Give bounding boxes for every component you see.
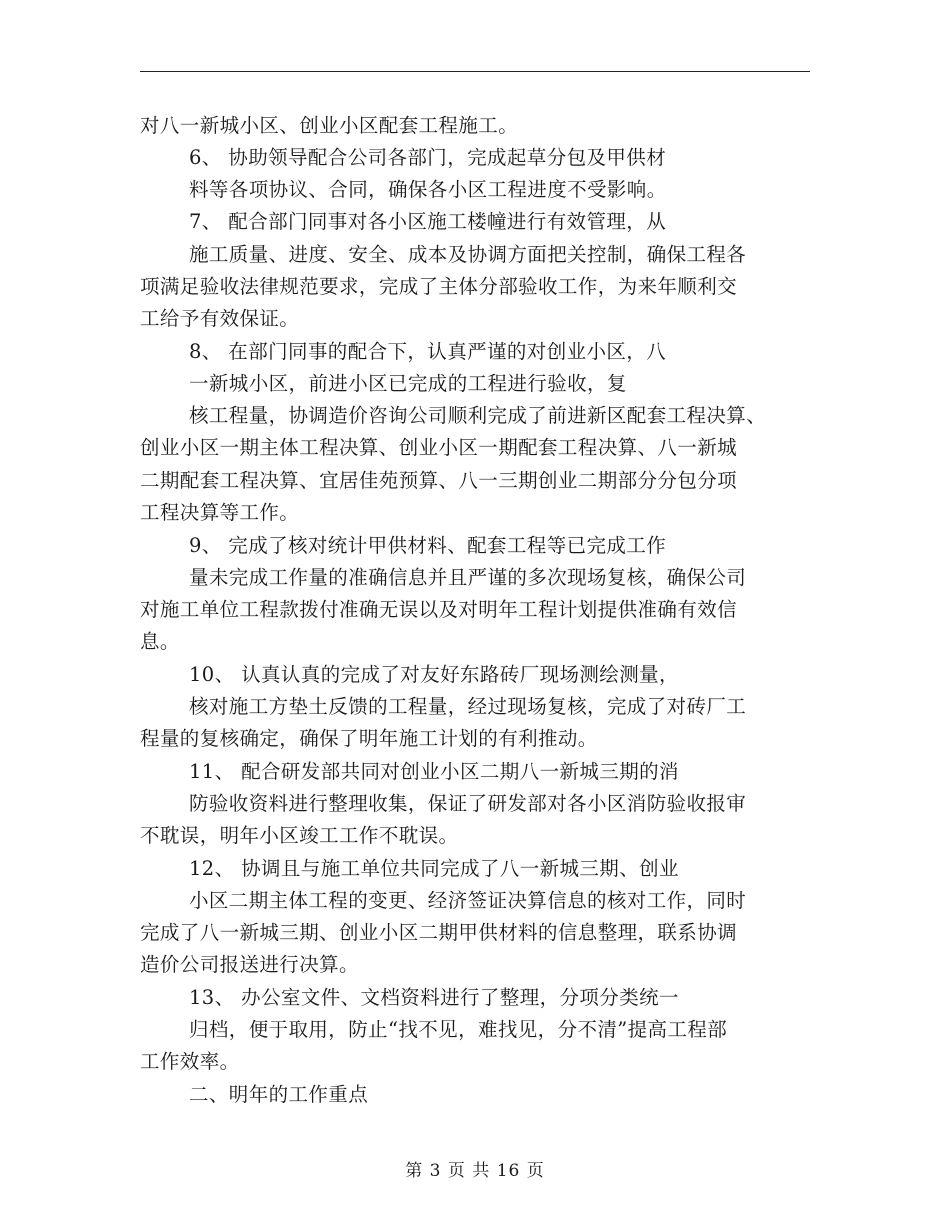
text-line: 工给予有效保证。 (140, 307, 300, 330)
text-line: 程量的复核确定，确保了明年施工计划的有利推动。 (140, 727, 598, 750)
text-line: 项满足验收法律规范要求，完成了主体分部验收工作，为来年顺利交 (140, 275, 738, 298)
text-line: 一新城小区，前进小区已完成的工程进行验收，复 (189, 372, 627, 395)
text-line: 10、 认真认真的完成了对友好东路砖厂现场测绘测量， (189, 663, 679, 686)
text-line: 7、 配合部门同事对各小区施工楼幢进行有效管理，从 (189, 210, 667, 233)
text-line: 完成了八一新城三期、创业小区二期甲供材料的信息整理，联系协调 (140, 921, 738, 944)
text-line: 防验收资料进行整理收集，保证了研发部对各小区消防验收报审 (189, 792, 747, 815)
text-line: 13、 办公室文件、文档资料进行了整理，分项分类统一 (189, 986, 679, 1009)
text-line: 12、 协调且与施工单位共同完成了八一新城三期、创业 (189, 857, 679, 880)
text-line: 创业小区一期主体工程决算、创业小区一期配套工程决算、八一新城 (140, 436, 738, 459)
text-line: 不耽误，明年小区竣工工作不耽误。 (140, 824, 459, 847)
text-line: 对施工单位工程款拨付准确无误以及对明年工程计划提供准确有效信 (140, 598, 738, 621)
text-line: 工程决算等工作。 (140, 501, 300, 524)
text-line: 8、 在部门同事的配合下，认真严谨的对创业小区，八 (189, 340, 667, 363)
section-heading: 二、明年的工作重点 (189, 1083, 369, 1106)
text-line: 施工质量、进度、安全、成本及协调方面把关控制，确保工程各 (189, 243, 747, 266)
text-line: 工作效率。 (140, 1050, 240, 1073)
page-number-footer: 第 3 页 共 16 页 (405, 1161, 545, 1181)
text-line: 6、 协助领导配合公司各部门，完成起草分包及甲供材 (189, 146, 667, 169)
text-line: 二期配套工程决算、宜居佳苑预算、八一三期创业二期部分分包分项 (140, 469, 738, 492)
text-line: 11、 配合研发部共同对创业小区二期八一新城三期的消 (189, 760, 679, 783)
text-line: 量未完成工作量的准确信息并且严谨的多次现场复核，确保公司 (189, 566, 747, 589)
text-line: 核对施工方垫土反馈的工程量，经过现场复核，完成了对砖厂工 (189, 695, 747, 718)
text-line: 造价公司报送进行决算。 (140, 953, 359, 976)
text-line: 对八一新城小区、创业小区配套工程施工。 (140, 114, 519, 137)
header-rule (140, 71, 810, 72)
text-line: 小区二期主体工程的变更、经济签证决算信息的核对工作，同时 (189, 889, 747, 912)
text-line: 息。 (140, 630, 180, 653)
text-line: 9、 完成了核对统计甲供材料、配套工程等已完成工作 (189, 534, 667, 557)
text-line: 归档，便于取用，防止“找不见，难找见，分不清”提高工程部 (189, 1018, 728, 1041)
text-line: 核工程量，协调造价咨询公司顺利完成了前进新区配套工程决算、 (189, 404, 767, 427)
text-line: 料等各项协议、合同，确保各小区工程进度不受影响。 (189, 178, 667, 201)
